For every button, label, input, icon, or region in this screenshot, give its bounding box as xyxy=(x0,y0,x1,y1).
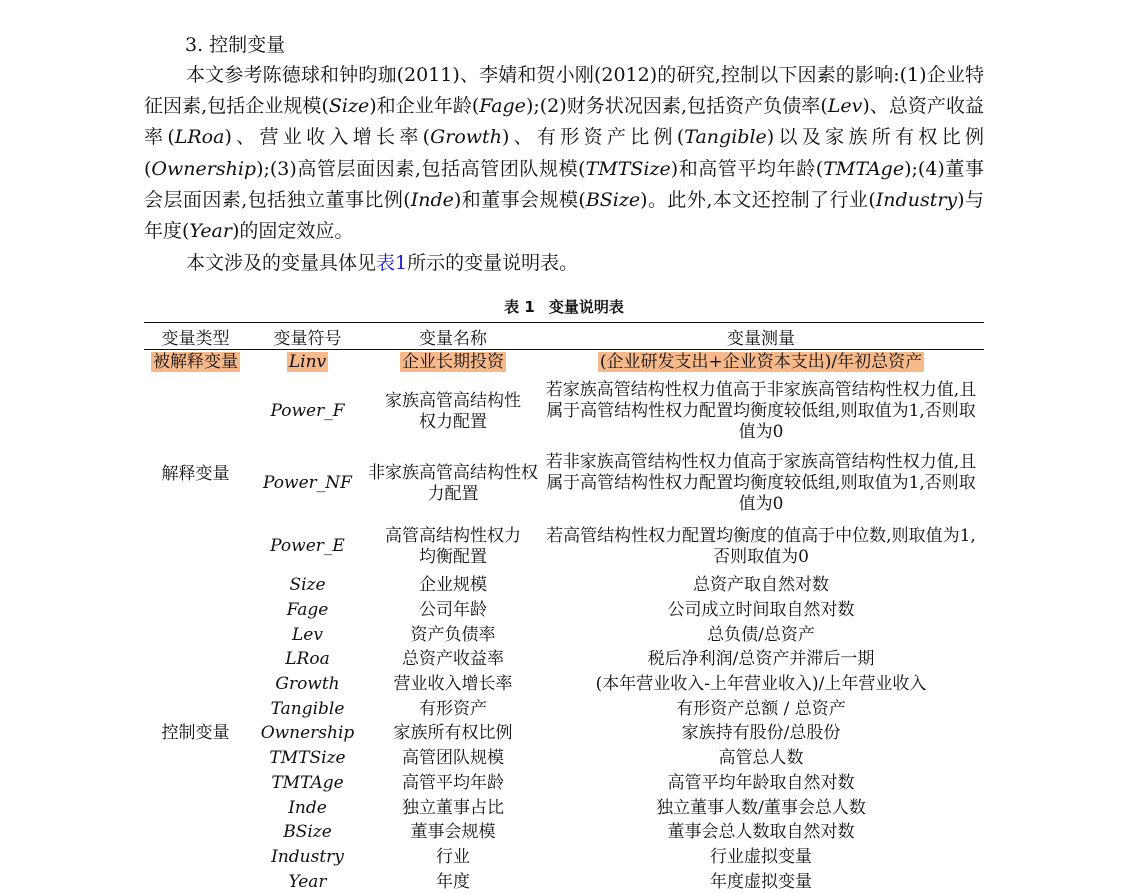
cell-symbol: TMTSize xyxy=(247,746,368,771)
table-row xyxy=(144,520,984,574)
cell-symbol: Lev xyxy=(247,623,368,648)
variable-table xyxy=(144,322,984,894)
cell-measure: 总资产取自然对数 xyxy=(538,574,984,599)
group-explanatory: 解释变量 xyxy=(144,376,247,574)
table-row xyxy=(144,820,984,845)
cell-symbol: Tangible xyxy=(247,697,368,722)
cell-symbol: Linv xyxy=(247,350,368,376)
text-segment: );(4)董事会层面因素,包括独立董事比例( xyxy=(144,158,984,211)
para2-after: 所示的变量说明表。 xyxy=(407,252,578,274)
cell-name: 家族所有权比例 xyxy=(368,722,538,747)
variable-symbol: Year xyxy=(189,220,232,242)
variable-symbol: BSize xyxy=(586,189,640,211)
variable-symbol: Fage xyxy=(479,95,526,117)
text-segment: 本文参考陈德球和钟昀珈(2011)、李婧和贺小刚(2012)的研究,控制以下因素的影响:(1)企业特征因素,包括企业规模( xyxy=(144,64,984,117)
cell-symbol: TMTAge xyxy=(247,771,368,796)
cell-name: 独立董事占比 xyxy=(368,796,538,821)
table-row xyxy=(144,746,984,771)
table-row xyxy=(144,722,984,747)
cell-name: 高管平均年龄 xyxy=(368,771,538,796)
cell-symbol: Size xyxy=(247,574,368,599)
text-segment: )、总资产收益率( xyxy=(144,95,984,148)
variable-symbol: Growth xyxy=(430,126,502,148)
cell-measure: 行业虚拟变量 xyxy=(538,845,984,870)
table-row xyxy=(144,574,984,599)
cell-name: 营业收入增长率 xyxy=(368,672,538,697)
cell-measure: 有形资产总额 / 总资产 xyxy=(538,697,984,722)
text-segment: )与年度( xyxy=(144,189,984,242)
table-row xyxy=(144,845,984,870)
text-segment: )、营业收入增长率( xyxy=(224,126,430,148)
table-reference-paragraph xyxy=(144,248,984,279)
text-segment: )和高管平均年龄( xyxy=(671,158,823,180)
control-variables-paragraph xyxy=(144,60,984,247)
cell-symbol: Inde xyxy=(247,796,368,821)
cell-name: 总资产收益率 xyxy=(368,648,538,673)
cell-symbol: LRoa xyxy=(247,648,368,673)
text-segment: );(3)高管层面因素,包括高管团队规模( xyxy=(256,158,586,180)
table-row xyxy=(144,796,984,821)
group-control: 控制变量 xyxy=(144,574,247,894)
cell-name: 高管团队规模 xyxy=(368,746,538,771)
table-row xyxy=(144,648,984,673)
cell-symbol: Growth xyxy=(247,672,368,697)
header-measure: 变量测量 xyxy=(538,323,984,350)
cell-measure: 总负债/总资产 xyxy=(538,623,984,648)
cell-symbol: Power_F xyxy=(247,376,368,448)
variable-symbol: LRoa xyxy=(175,126,225,148)
variable-symbol: Size xyxy=(329,95,369,117)
cell-symbol: Power_E xyxy=(247,520,368,574)
cell-name: 资产负债率 xyxy=(368,623,538,648)
cell-measure: 高管平均年龄取自然对数 xyxy=(538,771,984,796)
cell-measure: 年度虚拟变量 xyxy=(538,870,984,894)
table-row xyxy=(144,672,984,697)
cell-measure: 税后净利润/总资产并滞后一期 xyxy=(538,648,984,673)
cell-measure: 独立董事人数/董事会总人数 xyxy=(538,796,984,821)
table-caption-title: 变量说明表 xyxy=(549,298,624,316)
variable-symbol: TMTSize xyxy=(586,158,671,180)
cell-measure: 高管总人数 xyxy=(538,746,984,771)
para2-before: 本文涉及的变量具体见 xyxy=(186,252,376,274)
cell-symbol: BSize xyxy=(247,820,368,845)
variable-symbol: Industry xyxy=(876,189,957,211)
text-segment: )和董事会规模( xyxy=(454,189,586,211)
cell-measure: (本年营业收入-上年营业收入)/上年营业收入 xyxy=(538,672,984,697)
header-type: 变量类型 xyxy=(144,323,247,350)
cell-name: 公司年龄 xyxy=(368,598,538,623)
cell-name: 企业规模 xyxy=(368,574,538,599)
cell-measure: 若高管结构性权力配置均衡度的值高于中位数,则取值为1,否则取值为0 xyxy=(538,520,984,574)
text-segment: );(2)财务状况因素,包括资产负债率( xyxy=(526,95,828,117)
cell-measure: 公司成立时间取自然对数 xyxy=(538,598,984,623)
cell-measure: (企业研发支出+企业资本支出)/年初总资产 xyxy=(538,350,984,376)
cell-name: 企业长期投资 xyxy=(368,350,538,376)
cell-measure: 若非家族高管结构性权力值高于家族高管结构性权力值,且属于高管结构性权力配置均衡度较低组,则取值为1,否则取值为0 xyxy=(538,448,984,520)
cell-name: 家族高管高结构性权力配置 xyxy=(368,376,538,448)
table-row xyxy=(144,697,984,722)
table-row xyxy=(144,350,984,376)
table-caption-number: 表 1 xyxy=(504,298,535,316)
cell-symbol: Power_NF xyxy=(247,448,368,520)
cell-measure: 若家族高管结构性权力值高于非家族高管结构性权力值,且属于高管结构性权力配置均衡度较低组,则取值为1,否则取值为0 xyxy=(538,376,984,448)
variable-symbol: Ownership xyxy=(151,158,256,180)
text-segment: )。此外,本文还控制了行业( xyxy=(640,189,876,211)
text-segment: )以及家族所有权比例( xyxy=(144,126,984,179)
group-dependent: 被解释变量 xyxy=(144,350,247,376)
cell-name: 行业 xyxy=(368,845,538,870)
header-symbol: 变量符号 xyxy=(247,323,368,350)
cell-measure: 家族持有股份/总股份 xyxy=(538,722,984,747)
table-caption xyxy=(144,296,984,317)
text-segment: )、有形资产比例( xyxy=(502,126,684,148)
variable-symbol: Tangible xyxy=(684,126,767,148)
table-row xyxy=(144,598,984,623)
cell-name: 董事会规模 xyxy=(368,820,538,845)
cell-name: 年度 xyxy=(368,870,538,894)
variable-symbol: TMTAge xyxy=(823,158,904,180)
variable-symbol: Inde xyxy=(411,189,454,211)
cell-name: 高管高结构性权力均衡配置 xyxy=(368,520,538,574)
variable-symbol: Lev xyxy=(828,95,863,117)
text-segment: )的固定效应。 xyxy=(232,220,353,242)
table-row xyxy=(144,448,984,520)
table-row xyxy=(144,870,984,894)
text-segment: )和企业年龄( xyxy=(369,95,479,117)
header-name: 变量名称 xyxy=(368,323,538,350)
cell-name: 有形资产 xyxy=(368,697,538,722)
cell-symbol: Ownership xyxy=(247,722,368,747)
table1-link[interactable]: 表1 xyxy=(376,252,407,274)
table-row xyxy=(144,623,984,648)
cell-symbol: Industry xyxy=(247,845,368,870)
cell-symbol: Fage xyxy=(247,598,368,623)
table-row xyxy=(144,771,984,796)
cell-name: 非家族高管高结构性权力配置 xyxy=(368,448,538,520)
section-heading: 3. 控制变量 xyxy=(185,30,285,57)
table-row xyxy=(144,376,984,448)
table-header-row xyxy=(144,323,984,350)
cell-symbol: Year xyxy=(247,870,368,894)
cell-measure: 董事会总人数取自然对数 xyxy=(538,820,984,845)
